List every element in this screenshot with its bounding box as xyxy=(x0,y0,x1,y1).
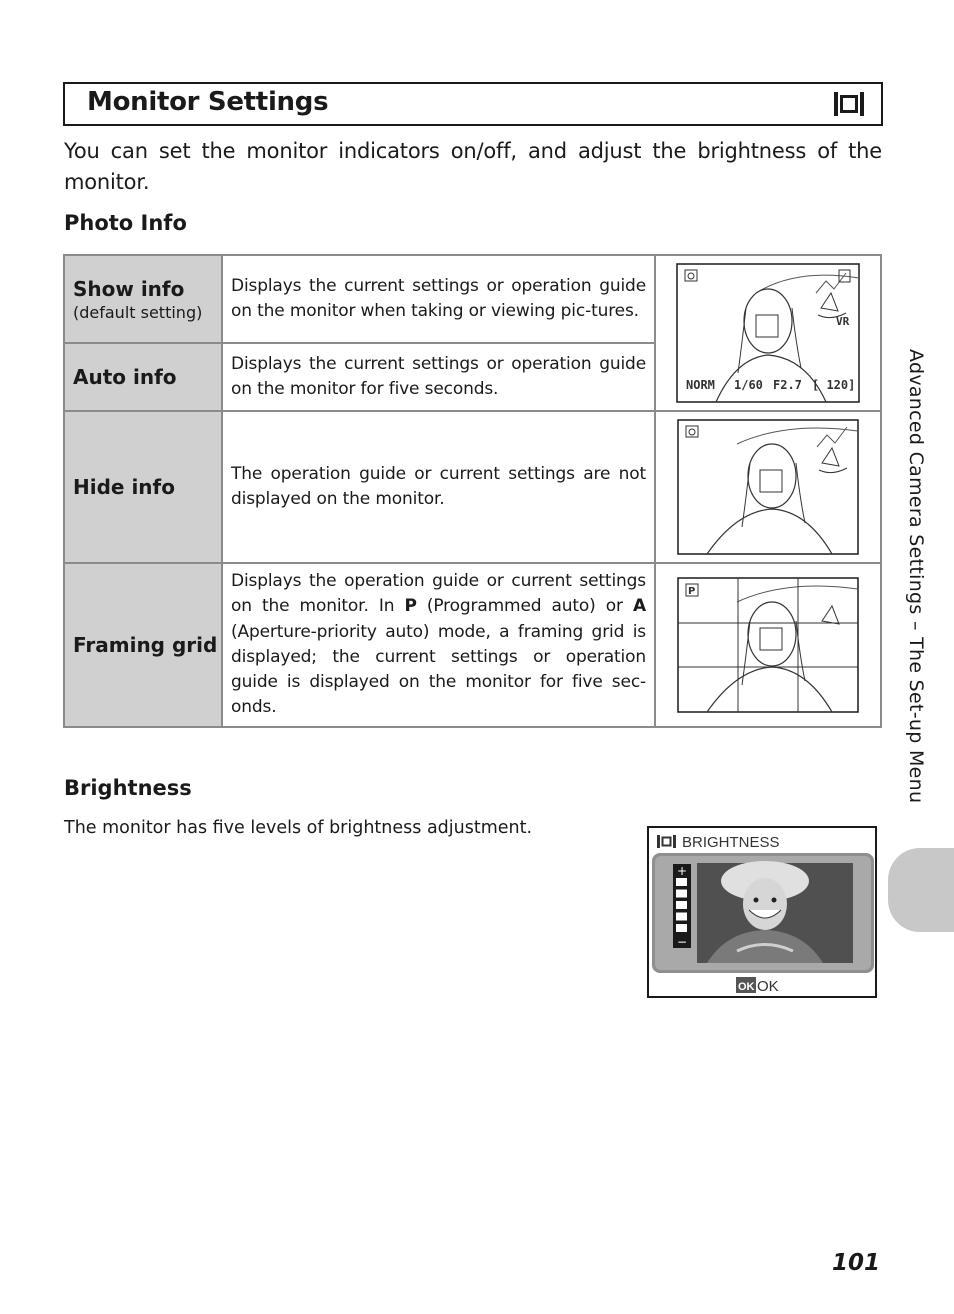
page-title: Monitor Settings xyxy=(87,87,329,117)
framing-grid-text: (Programmed auto) or xyxy=(416,596,633,617)
ok-badge: OK xyxy=(738,981,755,993)
framing-grid-label: Framing grid xyxy=(73,632,218,657)
table-row xyxy=(64,411,881,563)
monitor-settings-icon xyxy=(833,91,865,117)
framing-grid-description xyxy=(222,563,655,727)
framing-grid-text: (Aperture-priority auto) mode, a framing grid is displayed; the current settings or operation guide is displayed on the monitor for five sec-onds. xyxy=(231,621,646,718)
quality-indicator: NORM xyxy=(686,378,715,392)
auto-info-description: Displays the current settings or operation guide on the monitor for five seconds. xyxy=(222,343,655,411)
aperture-indicator: F2.7 xyxy=(773,378,802,392)
show-info-label-cell xyxy=(64,255,222,343)
show-info-screen-cell xyxy=(655,255,881,411)
brightness-level-box xyxy=(676,878,687,886)
framing-grid-screen-illustration xyxy=(677,577,859,713)
brightness-screen-illustration xyxy=(647,826,877,998)
auto-info-label: Auto info xyxy=(73,365,177,389)
brightness-minus: − xyxy=(677,935,688,949)
side-tab-text: Advanced Camera Settings – The Set-up Menu xyxy=(905,349,927,804)
hide-info-description: The operation guide or current settings are not displayed on the monitor. xyxy=(222,411,655,563)
hide-info-screen-cell xyxy=(655,411,881,563)
shutter-indicator: 1/60 xyxy=(734,378,763,392)
brightness-level-box xyxy=(676,913,687,921)
programmed-auto-mode-letter: P xyxy=(404,596,417,617)
photo-info-heading: Photo Info xyxy=(64,211,187,235)
show-info-description: Displays the current settings or operation guide on the monitor when taking or viewing pic-tures. xyxy=(222,255,655,343)
framing-grid-label-cell xyxy=(64,563,222,727)
show-info-screen-illustration xyxy=(676,263,860,403)
framing-grid-text: Displays the operation guide or current settings on the monitor. In xyxy=(231,571,646,617)
brightness-level-box xyxy=(676,890,687,898)
framing-grid-screen-cell xyxy=(655,563,881,727)
hide-info-label: Hide info xyxy=(73,475,175,499)
brightness-level-box xyxy=(676,924,687,932)
default-setting-note: (default setting) xyxy=(73,302,203,322)
brightness-description: The monitor has five levels of brightness adjustment. xyxy=(64,818,533,838)
photo-info-table xyxy=(63,254,882,728)
auto-info-label-cell xyxy=(64,343,222,411)
title-box xyxy=(63,82,883,126)
brightness-level-box xyxy=(676,901,687,909)
intro-paragraph: You can set the monitor indicators on/off, and adjust the brightness of the monitor. xyxy=(64,139,882,194)
hide-info-label-cell xyxy=(64,411,222,563)
table-row xyxy=(64,563,881,727)
mode-p-icon: P xyxy=(688,585,696,597)
hide-info-screen-illustration xyxy=(677,419,859,555)
brightness-plus: + xyxy=(677,864,688,878)
chapter-tab xyxy=(888,848,954,932)
frames-remaining-indicator: [ 120] xyxy=(812,378,856,392)
brightness-heading: Brightness xyxy=(64,776,192,800)
ok-label: OK xyxy=(757,978,779,995)
brightness-menu-title: BRIGHTNESS xyxy=(682,834,780,851)
aperture-priority-mode-letter: A xyxy=(632,596,646,617)
show-info-label: Show info xyxy=(73,276,185,301)
vr-indicator: VR xyxy=(836,315,850,328)
page-number: 101 xyxy=(832,1250,881,1276)
table-row xyxy=(64,255,881,343)
